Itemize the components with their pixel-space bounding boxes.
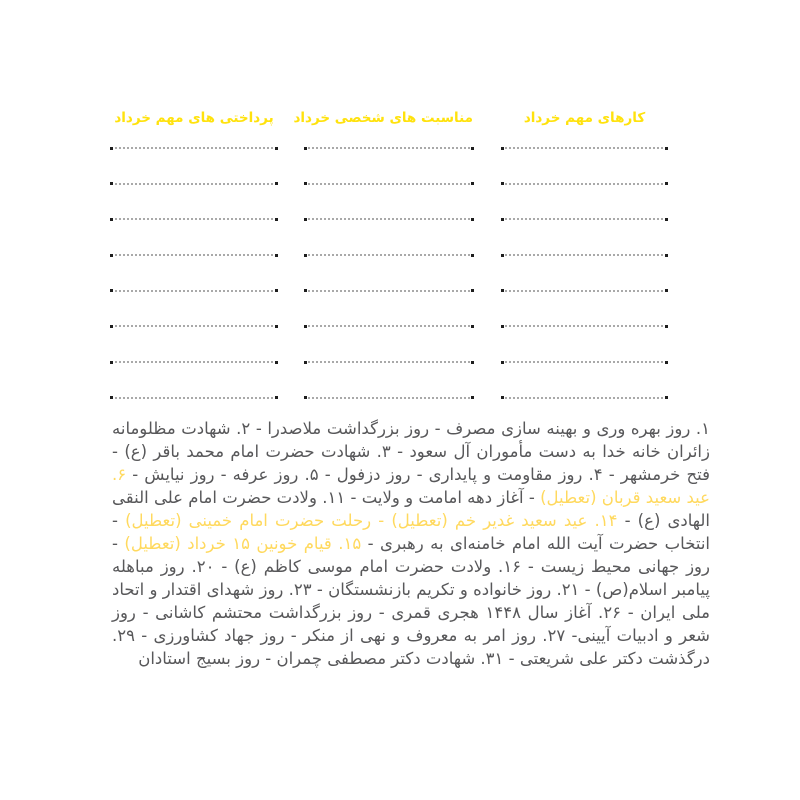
events-paragraph [112,417,710,670]
fill-line [305,254,473,256]
fill-line [502,183,667,185]
fill-line [111,183,277,185]
event-text: - آغاز دهه امامت و ولایت - ۱۱. ولادت حضرت امام علی النقی الهادی (ع) - [112,488,711,530]
column-important-tasks [502,0,667,420]
fill-line [502,290,667,292]
holiday-highlight-text: ۱۵. قیام خونین ۱۵ خرداد (تعطیل) [124,534,362,553]
fill-line [502,147,667,149]
fill-line [305,361,473,363]
event-text: ۱. روز بهره وری و بهینه سازی مصرف - روز بزرگداشت ملاصدرا - ۲. شهادت مظلومانه زائران خانه خدا به دست مأموران آل سعود - ۳. شهادت حضرت امام محمد باقر (ع) - فتح خرمشهر - ۴. روز مقاومت و پایداری - روز دزفول - ۵. روز عرفه - روز نیایش - [112,419,710,484]
column-title-important-payments: پرداختی های مهم خرداد [114,110,274,126]
fill-line [502,325,667,327]
fill-line [305,325,473,327]
fill-line [305,183,473,185]
fill-lines-important-payments [111,147,277,433]
fill-line [305,218,473,220]
column-personal-occasions [293,0,473,420]
fill-line [502,397,667,399]
fill-line [111,361,277,363]
fill-line [111,397,277,399]
column-title-personal-occasions: مناسبت های شخصی خرداد [293,110,473,126]
fill-line [502,361,667,363]
fill-line [305,147,473,149]
fill-line [502,254,667,256]
holiday-highlight-text: ۱۴. عید سعید غدیر خم (تعطیل) - رحلت حضرت امام خمینی (تعطیل) [125,511,618,530]
fill-line [111,218,277,220]
fill-line [305,397,473,399]
fill-line [111,325,277,327]
event-text: - انتخاب حضرت آیت الله امام خامنه‌ای به رهبری - [112,511,710,553]
fill-line [111,254,277,256]
fill-lines-important-tasks [502,147,667,433]
column-important-payments [111,0,277,420]
column-title-important-tasks: کارهای مهم خرداد [523,110,646,126]
event-text: - روز جهانی محیط زیست - ۱۶. ولادت حضرت امام موسی کاظم (ع) - ۲۰. روز مباهله پیامبر اسلام(ص) - ۲۱. روز خانواده و تکریم بازنشستگان - ۲۳. روز شهدای اقتدار و اتحاد ملی ایران - ۲۶. آغاز سال ۱۴۴۸ هجری قمری - روز بزرگداشت محتشم کاشانی - روز شعر و ادبیات آیینی- ۲۷. روز امر به معروف و نهی از منکر - روز جهاد کشاورزی - ۲۹. درگذشت دکتر علی شریعتی - ۳۱. شهادت دکتر مصطفی چمران - روز بسیج استادان [112,534,711,668]
fill-line [305,290,473,292]
fill-lines-personal-occasions [305,147,473,433]
fill-line [502,218,667,220]
fill-line [111,147,277,149]
fill-line [111,290,277,292]
holiday-highlight-text: ۶. عید سعید قربان (تعطیل) [112,465,710,507]
